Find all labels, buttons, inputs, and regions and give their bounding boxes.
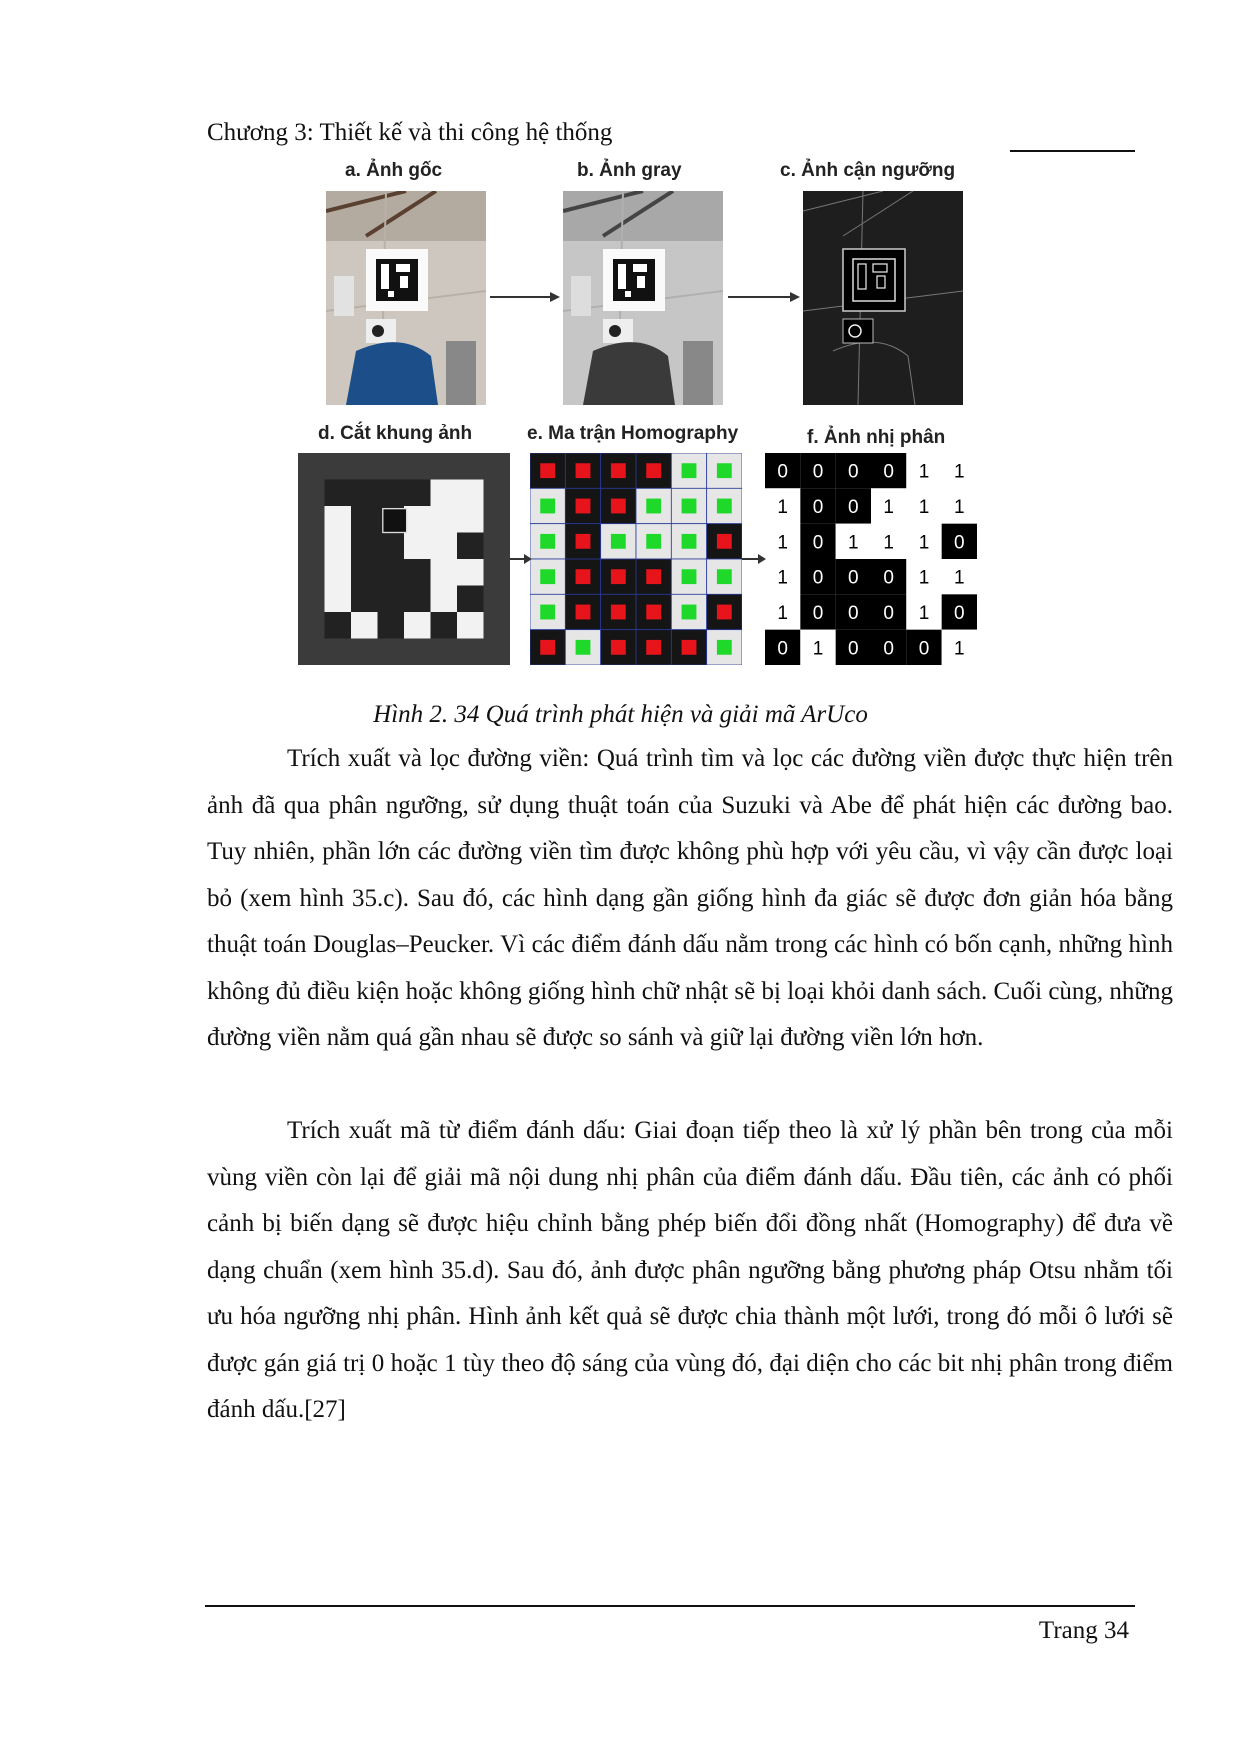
binary-matrix (765, 453, 977, 665)
binary-digit: 1 (777, 603, 788, 624)
homography-sample-green (540, 534, 555, 549)
panel-label-f: f. Ảnh nhị phân (807, 427, 946, 448)
binary-digit: 1 (812, 638, 824, 660)
homography-sample-green (717, 569, 732, 584)
arrow-d-e (510, 552, 532, 566)
homography-sample-red (576, 605, 591, 620)
paragraph-code-extraction: Trích xuất mã từ điểm đánh dấu: Giai đoạn tiếp theo là xử lý phần bên trong của mỗi vùng viền còn lại để giải mã nội dung nhị phân của điểm đánh dấu. Đầu tiên, các ảnh có phối cảnh bị biến dạng sẽ được hiệu chỉnh bằng phép biến đổi đồng nhất (Homography) để đưa về dạng chuẩn (xem hình 35.d). Sau đó, ảnh được phân ngưỡng bằng phương pháp Otsu nhằm tối ưu hóa ngưỡng nhị phân. Hình ảnh kết quả sẽ được chia thành một lưới, trong đó mỗi ô lưới sẽ được gán giá trị 0 hoặc 1 tùy theo độ sáng của vùng đó, đại diện cho các bit nhị phân trong điểm đánh dấu.[27] (207, 1117, 1173, 1423)
page-number: Trang 34 (1038, 1617, 1129, 1644)
homography-sample-red (717, 605, 732, 620)
binary-digit: 0 (883, 567, 894, 589)
homography-sample-green (576, 640, 591, 655)
homography-sample-red (576, 463, 591, 478)
binary-digit: 0 (848, 567, 859, 589)
arrow-b-c (728, 290, 800, 304)
homography-sample-green (717, 499, 732, 514)
homography-sample-green (717, 640, 732, 655)
homography-sample-red (611, 569, 626, 584)
homography-sample-red (611, 640, 626, 655)
binary-digit: 0 (812, 461, 824, 483)
arrow-a-b (490, 290, 560, 304)
homography-sample-green (646, 499, 661, 514)
homography-sample-green (646, 534, 661, 549)
binary-digit: 1 (954, 567, 965, 589)
panel-label-e: e. Ma trận Homography (527, 423, 739, 444)
homography-sample-green (540, 605, 555, 620)
binary-digit: 1 (954, 461, 965, 483)
homography-sample-red (611, 499, 626, 514)
binary-digit: 1 (777, 567, 788, 589)
aruco-figure (0, 0, 1241, 700)
panel-label-a: a. Ảnh gốc (345, 160, 443, 181)
paragraph-contour-extraction: Trích xuất và lọc đường viền: Quá trình tìm và lọc các đường viền được thực hiện trên ảnh đã qua phân ngưỡng, sử dụng thuật toán của Suzuki và Abe để phát hiện các đường bao. Tuy nhiên, phần lớn các đường viền tìm được không phù hợp với yêu cầu, vì vậy cần được loại bỏ (xem hình 35.c). Sau đó, các hình dạng gần giống hình đa giác sẽ được đơn giản hóa bằng thuật toán Douglas–Peucker. Vì các điểm đánh dấu nằm trong các hình có bốn cạnh, những hình không đủ điều kiện hoặc không giống hình chữ nhật sẽ bị loại khỏi danh sách. Cuối cùng, những đường viền nằm quá gần nhau sẽ được so sánh và giữ lại đường viền lớn hơn. (207, 745, 1173, 1051)
binary-digit: 1 (918, 567, 930, 589)
homography-sample-green (682, 463, 697, 478)
homography-sample-green (682, 534, 697, 549)
binary-digit: 1 (918, 532, 930, 554)
homography-sample-red (646, 605, 661, 620)
binary-digit: 1 (883, 532, 894, 554)
homography-sample-red (717, 534, 732, 549)
panel-label-b: b. Ảnh gray (577, 160, 682, 181)
homography-sample-green (682, 569, 697, 584)
binary-digit: 1 (954, 497, 965, 518)
homography-sample-red (540, 640, 555, 655)
photo-threshold (803, 191, 963, 405)
homography-sample-red (646, 640, 661, 655)
homography-sample-red (611, 463, 626, 478)
binary-digit: 0 (812, 603, 824, 624)
homography-grid (530, 453, 742, 665)
binary-digit: 0 (883, 461, 894, 483)
photo-gray (563, 191, 723, 405)
homography-sample-red (682, 640, 697, 655)
binary-digit: 0 (812, 567, 824, 589)
homography-sample-red (576, 534, 591, 549)
homography-sample-green (540, 569, 555, 584)
binary-digit: 0 (883, 638, 894, 660)
homography-sample-red (540, 463, 555, 478)
binary-digit: 1 (918, 497, 930, 518)
homography-sample-green (540, 499, 555, 514)
binary-digit: 1 (777, 497, 788, 518)
binary-digit: 0 (812, 497, 824, 518)
homography-sample-green (682, 499, 697, 514)
binary-digit: 1 (777, 532, 788, 554)
homography-sample-green (682, 605, 697, 620)
photo-original (326, 191, 486, 405)
homography-sample-green (611, 534, 626, 549)
arrow-e-f (742, 552, 766, 566)
binary-digit: 1 (954, 638, 965, 660)
figure-caption: Hình 2. 34 Quá trình phát hiện và giải mã ArUco (373, 701, 868, 728)
binary-digit: 0 (777, 461, 788, 483)
binary-digit: 1 (918, 603, 930, 624)
binary-digit: 0 (848, 603, 859, 624)
binary-digit: 0 (918, 638, 930, 660)
footer-rule (205, 1605, 1135, 1607)
homography-sample-red (646, 569, 661, 584)
binary-digit: 1 (883, 497, 894, 518)
panel-label-c: c. Ảnh cận ngưỡng (780, 160, 956, 181)
panel-label-d: d. Cắt khung ảnh (318, 423, 473, 444)
binary-digit: 0 (848, 461, 859, 483)
homography-sample-red (611, 605, 626, 620)
binary-digit: 0 (954, 532, 965, 554)
binary-digit: 0 (777, 638, 788, 660)
binary-digit: 1 (918, 461, 930, 483)
homography-sample-red (576, 569, 591, 584)
homography-sample-red (646, 463, 661, 478)
chapter-header: Chương 3: Thiết kế và thi công hệ thống (207, 119, 613, 146)
binary-digit: 0 (848, 497, 859, 518)
homography-sample-red (576, 499, 591, 514)
binary-digit: 0 (954, 603, 965, 624)
binary-digit: 0 (883, 603, 894, 624)
binary-digit: 0 (812, 532, 824, 554)
binary-digit: 1 (848, 532, 859, 554)
binary-digit: 0 (848, 638, 859, 660)
photo-cropped-marker (298, 453, 510, 665)
homography-sample-green (717, 463, 732, 478)
